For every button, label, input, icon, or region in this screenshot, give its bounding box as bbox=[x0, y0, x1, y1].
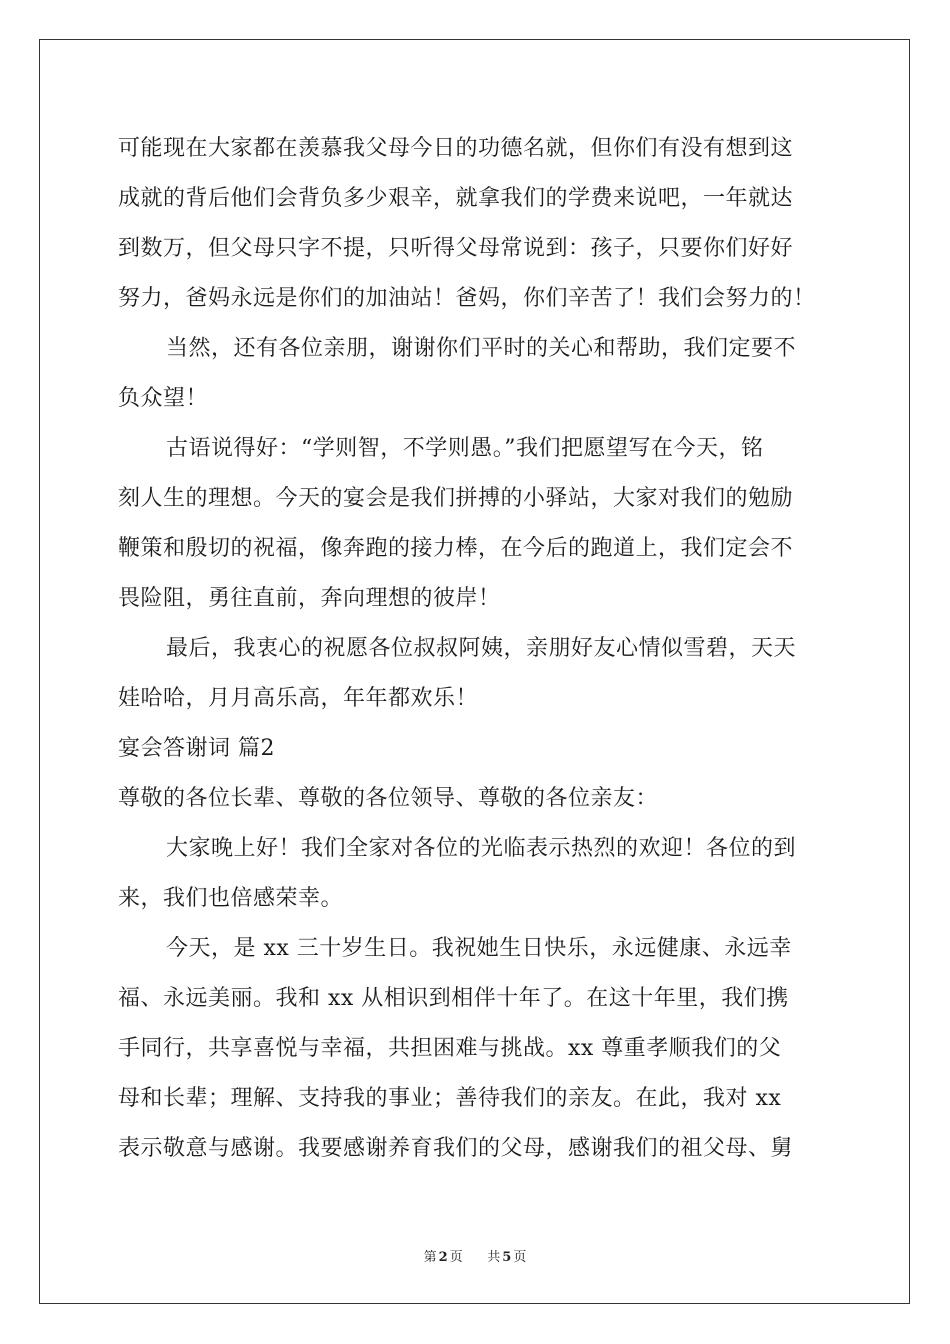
text-line: 福、永远美丽。我和 xx 从相识到相伴十年了。在这十年里，我们携 bbox=[118, 986, 789, 1011]
text-line: 畏险阻，勇往直前，奔向理想的彼岸！ bbox=[118, 586, 501, 611]
page-frame bbox=[39, 39, 910, 1304]
page-footer bbox=[0, 1246, 950, 1265]
text-line: 努力，爸妈永远是你们的加油站！爸妈，你们辛苦了！我们会努力的！ bbox=[118, 286, 816, 311]
text-line: 鞭策和殷切的祝福，像奔跑的接力棒，在今后的跑道上，我们定会不 bbox=[118, 536, 794, 561]
text-line: 到数万，但父母只字不提，只听得父母常说到：孩子，只要你们好好 bbox=[118, 236, 794, 261]
text-line: 负众望！ bbox=[118, 386, 209, 411]
footer-total-suffix: 页 bbox=[513, 1250, 527, 1265]
text-line: 可能现在大家都在羡慕我父母今日的功德名就，但你们有没有想到这 bbox=[118, 136, 794, 161]
text-line: 手同行，共享喜悦与幸福，共担困难与挑战。xx 尊重孝顺我们的父 bbox=[118, 1036, 782, 1061]
text-line: 成就的背后他们会背负多少艰辛，就拿我们的学费来说吧，一年就达 bbox=[118, 186, 794, 211]
text-line: 表示敬意与感谢。我要感谢养育我们的父母，感谢我们的祖父母、舅 bbox=[118, 1136, 794, 1161]
current-page: 2 bbox=[438, 1250, 448, 1265]
section-heading: 宴会答谢词 篇2 bbox=[118, 736, 275, 761]
text-line: 刻人生的理想。今天的宴会是我们拼搏的小驿站，大家对我们的勉励 bbox=[118, 486, 794, 511]
page-number bbox=[422, 1250, 465, 1265]
total-page-count: 5 bbox=[502, 1250, 512, 1265]
text-line: 当然，还有各位亲朋，谢谢你们平时的关心和帮助，我们定要不 bbox=[166, 336, 797, 361]
text-line: 今天，是 xx 三十岁生日。我祝她生日快乐，永远健康、永远幸 bbox=[166, 936, 792, 961]
footer-total-prefix: 共 bbox=[487, 1250, 501, 1265]
text-line: 娃哈哈，月月高乐高，年年都欢乐！ bbox=[118, 686, 479, 711]
text-line: 母和长辈；理解、支持我的事业；善待我们的亲友。在此，我对 xx bbox=[118, 1086, 782, 1111]
text-line: 大家晚上好！我们全家对各位的光临表示热烈的欢迎！各位的到 bbox=[166, 836, 797, 861]
text-line: 古语说得好：“学则智，不学则愚。”我们把愿望写在今天，铭 bbox=[166, 436, 764, 461]
text-line: 最后，我衷心的祝愿各位叔叔阿姨，亲朋好友心情似雪碧，天天 bbox=[166, 636, 797, 661]
total-pages bbox=[485, 1250, 528, 1265]
salutation: 尊敬的各位长辈、尊敬的各位领导、尊敬的各位亲友： bbox=[118, 786, 659, 811]
footer-prefix: 第 bbox=[423, 1250, 437, 1265]
text-line: 来，我们也倍感荣幸。 bbox=[118, 886, 344, 911]
footer-page-suffix: 页 bbox=[449, 1250, 463, 1265]
